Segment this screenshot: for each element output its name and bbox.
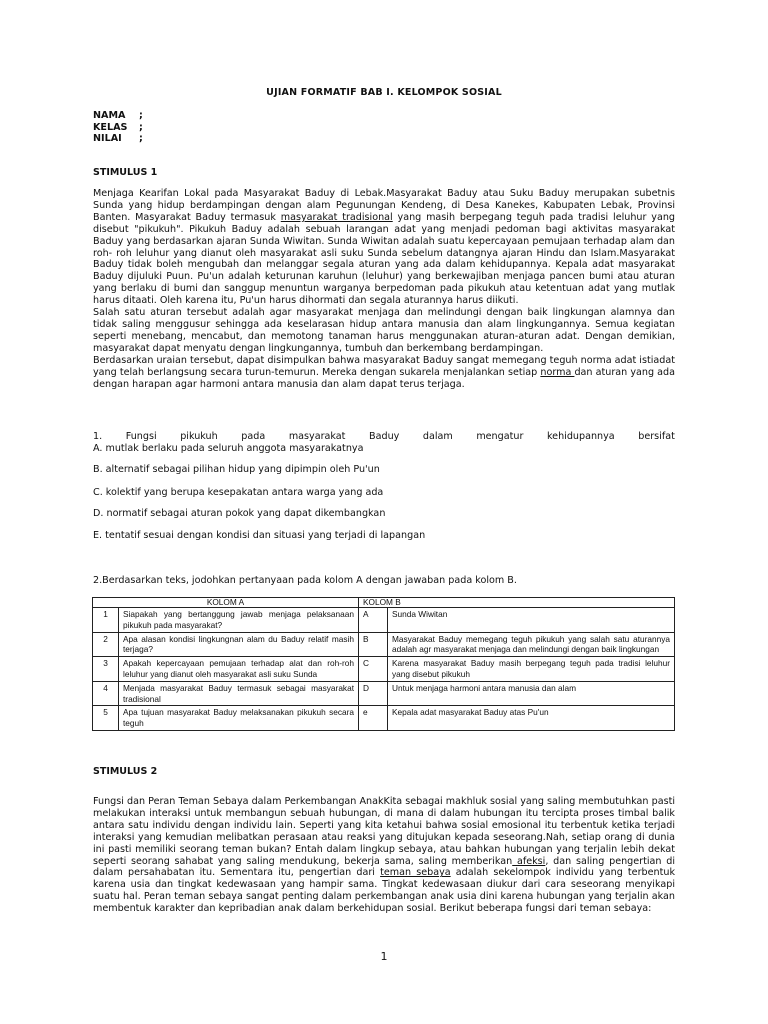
identity-separator: ; [139,133,143,145]
identity-label: KELAS [93,121,128,133]
identity-row-nilai [93,133,143,145]
question-1 [93,431,675,455]
answer-letter: A [359,608,388,633]
stem-word: mengatur [476,431,524,442]
matching-table-header [93,598,675,608]
page-title: UJIAN FORMATIF BAB I. KELOMPOK SOSIAL [266,87,502,98]
row-number: 2 [93,632,119,657]
column-a-question: Siapakah yang bertanggung jawab menjaga pelaksanaan pikukuh pada masyarakat? [119,608,359,633]
answer-letter: B [359,632,388,657]
row-number: 1 [93,608,119,633]
stem-word: bersifat [638,431,675,442]
stem-word: dalam [422,431,453,442]
answer-letter: e [359,706,388,731]
table-row [93,657,675,682]
answer-letter: C [359,657,388,682]
row-number: 3 [93,657,119,682]
text-run: , dan saling pengertian di dalam persahabatan itu. Sementara itu, pengertian dari [93,855,676,879]
stimulus-1-paragraph-3 [93,355,675,391]
option-d: D. normatif sebagai aturan pokok yang dapat dikembangkan [93,508,386,519]
question-1-stem [93,431,675,443]
identity-row-kelas [93,122,143,134]
page-number: 1 [380,950,388,963]
stem-word: pikukuh [180,431,218,442]
stimulus-1-paragraph-2: Salah satu aturan tersebut adalah agar masyarakat menjaga dan melindungi dengan baik lingkungan alamnya dan tidak saling menggusur sehingga ada keselarasan hidup antara manusia dan alam lingkungannya. Semua kegiatan seperti menebang, mencabut, dan memotong tanaman harus menggunakan aturan-aturan adat. Dengan demikian, masyarakat dapat menyatu dengan lingkungannya, tumbuh dan berkembang berdampingan. [93,307,675,354]
stimulus-2-paragraph [93,796,675,915]
option-a: A. mutlak berlaku pada seluruh anggota masyarakatnya [93,442,364,454]
option-e: E. tentatif sesuai dengan kondisi dan situasi yang terjadi di lapangan [93,530,426,541]
stem-word: pada [241,431,266,442]
column-b-answer: Sunda Wiwitan [388,608,675,633]
stem-word: 1. [93,431,103,442]
matching-table [92,597,675,731]
stem-word: kehidupannya [546,431,615,442]
text-run: dan aturan yang ada dengan harapan agar harmoni antara manusia dan alam dapat terus terjaga. [93,366,676,390]
underlined-term: masyarakat tradisional [280,211,393,223]
stimulus-2-heading: STIMULUS 2 [93,766,158,777]
text-run: adalah sekelompok individu yang terbentuk karena usia dan tingkat kedewasaan yang hampir sama. Tingkat kedewasaan diukur dari cara seseorang menyikapi suatu hal. Peran teman sebaya sangat penting dalam perkembangan anak usia dini karena hubungan yang terjalin akan membentuk karakter dan kepribadian anak dalam berkehidupan sosial. Berikut beberapa fungsi dari teman sebaya: [93,867,675,915]
text-run: Berdasarkan uraian tersebut, dapat disimpulkan bahwa masyarakat Baduy sangat memegang teguh norma adat istiadat yang telah berlangsung secara turun-temurun. Mereka dengan sukarela menjalankan setiap [93,354,675,378]
table-row [93,608,675,633]
column-a-question: Apakah kepercayaan pemujaan terhadap alat dan roh-roh leluhur yang dianut oleh masyarakat asli suku Sunda [119,657,359,682]
text-run: yang masih berpegang teguh pada tradisi leluhur yang disebut "pikukuh". Pikukuh Baduy adalah sebuah larangan adat yang menjadi pedoman bagi aktivitas masyarakat Baduy yang berdasarkan ajaran Sunda Wiwitan. Sunda Wiwitan adalah suatu kepercayaan pemujaan terhadap alam dan roh- roh leluhur yang dianut oleh masyarakat asli suku Sunda sebelum datangnya ajaran Hindu dan Islam.Masyarakat Baduy tidak boleh mengubah dan melanggar segala aturan yang ada dalam kehidupannya. Kepala adat masyarakat Baduy dijuluki Puun. Pu'un adalah keturunan karuhun (leluhur) yang berkewajiban menjaga pancen bumi atau aturan yang berlaku di bumi dan sanggup menuntun warganya berpedoman pada pikukuh atau ketentuan adat yang mutlak harus ditaati. Oleh karena itu, Pu'un harus dihormati dan segala aturannya harus diikuti. [93,211,675,307]
table-row [93,681,675,706]
student-identity-block [93,110,143,145]
column-a-question: Menjada masyarakat Baduy termasuk sebagai masyarakat tradisional [119,681,359,706]
underlined-term: teman sebaya [380,867,451,879]
identity-separator: ; [139,121,143,133]
row-number: 5 [93,706,119,731]
question-2-prompt: 2.Berdasarkan teks, jodohkan pertanyaan pada kolom A dengan jawaban pada kolom B. [93,575,517,586]
column-b-header: KOLOM B [359,598,675,608]
stimulus-1-heading: STIMULUS 1 [93,167,158,178]
stimulus-2-text [93,796,675,915]
column-b-answer: Kepala adat masyarakat Baduy atas Pu'un [388,706,675,731]
column-b-answer: Karena masyarakat Baduy masih berpegang teguh pada tradisi leluhur yang disebut pikukuh [388,657,675,682]
column-b-answer: Masyarakat Baduy memegang teguh pikukuh yang salah satu aturannya adalah agr masyarakat menjaga dan melindungi dengan baik lingkungan [388,632,675,657]
stem-word: Baduy [369,431,400,442]
option-b: B. alternatif sebagai pilihan hidup yang dipimpin oleh Pu'un [93,464,380,475]
answer-letter: D [359,681,388,706]
text-run: Fungsi dan Peran Teman Sebaya dalam Perkembangan AnakKita sebagai makhluk sosial yang saling membutuhkan pasti melakukan interaksi untuk membangun sebuah hubungan, di mana di dalam hubungan itu tercipta proses timbal balik antara satu individu dengan individu lain. Seperti yang kita ketahui bahwa sosial emosional itu terbentuk ketika terjadi interaksi yang kemudian melibatkan perasaan atau reaksi yang ditujukan kepada seseorang.Nah, setiap orang di dunia ini pasti memiliki seorang teman bukan? Entah dalam lingkup sebaya, atau bahkan hubungan yang terjalin lebih dekat seperti seorang sahabat yang saling mendukung, bekerja sama, saling memberikan [93,796,675,867]
table-row [93,632,675,657]
underlined-term: afeksi [512,855,546,867]
option-c: C. kolektif yang berupa kesepakatan antara warga yang ada [93,487,384,498]
column-a-header: KOLOM A [93,598,359,608]
identity-separator: ; [139,110,143,121]
column-a-question: Apa tujuan masyarakat Baduy melaksanakan pikukuh secara teguh [119,706,359,731]
stimulus-1-text [93,188,675,390]
stimulus-1-paragraph-1 [93,188,675,307]
column-b-answer: Untuk menjaga harmoni antara manusia dan alam [388,681,675,706]
column-a-question: Apa alasan kondisi lingkungnan alam du Baduy relatif masih terjaga? [119,632,359,657]
stem-word: masyarakat [288,431,346,442]
underlined-term: norma [540,366,575,378]
table-row [93,706,675,731]
identity-label: NAMA [93,110,126,121]
stem-word: Fungsi [125,431,157,442]
text-run: Menjaga Kearifan Lokal pada Masyarakat Baduy di Lebak.Masyarakat Baduy atau Suku Baduy merupakan subetnis Sunda yang hidup berdampingan dengan alam Pegunungan Kendeng, di Desa Kanekes, Kabupaten Lebak, Provinsi Banten. Masyarakat Baduy termasuk [93,188,675,223]
identity-label: NILAI [93,133,122,145]
identity-row-nama [93,110,143,122]
row-number: 4 [93,681,119,706]
